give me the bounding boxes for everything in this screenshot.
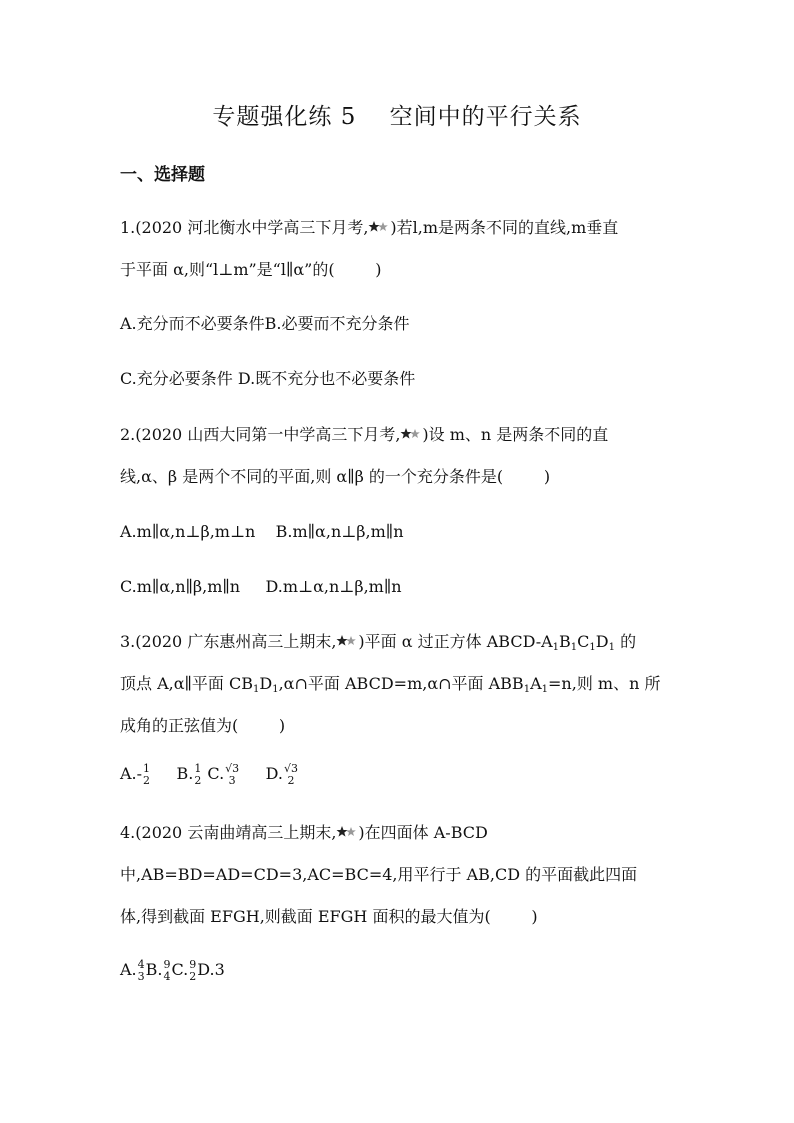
section-heading: 一、选择题 <box>120 165 205 185</box>
q3-text: 3.(2020 广东惠州高三上期末, <box>120 632 337 651</box>
q1-text: 1.(2020 河北衡水中学高三下月考, <box>120 218 369 237</box>
subscript: 1 <box>608 642 615 653</box>
page-title: 专题强化练 5 空间中的平行关系 <box>212 104 582 130</box>
fraction <box>284 763 298 787</box>
subscript: 1 <box>253 684 260 695</box>
fraction <box>138 959 145 983</box>
question-1-options-ab <box>120 312 410 336</box>
denominator: 2 <box>189 969 197 983</box>
question-1-line-2: 于平面 α,则“l⊥m”是“l∥α”的( ) <box>120 260 382 279</box>
option-b: B. <box>176 764 194 783</box>
option-a: A.- <box>120 764 143 783</box>
fraction <box>163 959 170 983</box>
difficulty-star-icon <box>368 220 390 234</box>
option-b: B.必要而不充分条件 <box>264 314 410 333</box>
q3-text: C <box>577 632 590 651</box>
question-1-options-cd <box>120 367 415 391</box>
numerator: √3 <box>283 761 298 775</box>
option-c: C. <box>171 960 189 979</box>
q3-text: =n,则 m、n 所 <box>548 674 661 693</box>
fraction <box>189 959 196 983</box>
subscript: 1 <box>570 642 578 653</box>
option-d: D. <box>265 764 283 783</box>
difficulty-star-icon <box>336 825 358 839</box>
question-2-line-2: 线,α、β 是两个不同的平面,则 α∥β 的一个充分条件是( ) <box>120 467 551 486</box>
question-1-line-1 <box>120 216 618 240</box>
fraction <box>225 763 239 787</box>
q2-text: )设 m、n 是两条不同的直 <box>422 425 609 444</box>
question-3-options <box>120 762 299 787</box>
option-b: B. <box>145 960 163 979</box>
q3-text: A <box>530 674 542 693</box>
difficulty-star-icon <box>336 634 358 648</box>
question-3-line-3: 成角的正弦值为( ) <box>120 716 286 735</box>
subscript: 1 <box>541 684 549 695</box>
q3-text: 顶点 A,α∥平面 CB <box>120 674 254 693</box>
option-d: D.既不充分也不必要条件 <box>237 369 416 388</box>
subscript: 1 <box>523 684 531 695</box>
subscript: 1 <box>272 684 279 695</box>
q3-text: ,α∩平面 ABCD=m,α∩平面 ABB <box>278 674 524 693</box>
option-c: C. <box>202 764 225 783</box>
question-4-line-3: 体,得到截面 EFGH,则截面 EFGH 面积的最大值为( ) <box>120 907 538 926</box>
question-2-options-ab: A.m∥α,n⊥β,m⊥n B.m∥α,n⊥β,m∥n <box>120 522 404 541</box>
q3-text: D <box>595 632 609 651</box>
denominator: 2 <box>143 773 151 787</box>
numerator: 1 <box>194 761 202 775</box>
numerator: 4 <box>137 957 145 971</box>
numerator: √3 <box>225 761 240 775</box>
question-2-options-cd: C.m∥α,n∥β,m∥n D.m⊥α,n⊥β,m∥n <box>120 577 402 596</box>
numerator: 1 <box>143 761 151 775</box>
fraction <box>143 763 150 787</box>
question-2-line-1 <box>120 423 608 447</box>
difficulty-star-icon <box>400 427 422 441</box>
q3-text: B <box>559 632 571 651</box>
question-4-line-2: 中,AB=BD=AD=CD=3,AC=BC=4,用平行于 AB,CD 的平面截此四面 <box>120 865 638 884</box>
q1-text: )若l,m是两条不同的直线,m垂直 <box>390 218 619 237</box>
subscript: 1 <box>552 642 560 653</box>
denominator: 4 <box>163 969 171 983</box>
question-3-line-1 <box>120 630 636 654</box>
question-4-line-1 <box>120 821 488 845</box>
denominator: 2 <box>194 773 202 787</box>
denominator: 3 <box>137 969 145 983</box>
question-4-options <box>120 958 225 983</box>
numerator: 9 <box>189 957 197 971</box>
q4-text: )在四面体 A-BCD <box>358 823 488 842</box>
q2-text: 2.(2020 山西大同第一中学高三下月考, <box>120 425 401 444</box>
q3-text: )平面 α 过正方体 ABCD-A <box>358 632 553 651</box>
numerator: 9 <box>163 957 171 971</box>
option-a: A. <box>120 960 137 979</box>
option-a: A.充分而不必要条件 <box>120 314 265 333</box>
q4-text: 4.(2020 云南曲靖高三上期末, <box>120 823 337 842</box>
denominator: 2 <box>287 773 295 787</box>
q3-text: D <box>259 674 273 693</box>
option-c: C.充分必要条件 <box>120 369 233 388</box>
option-d: D.3 <box>197 960 225 979</box>
q3-text: 的 <box>615 632 637 651</box>
denominator: 3 <box>228 773 236 787</box>
fraction <box>194 763 201 787</box>
subscript: 1 <box>589 642 596 653</box>
question-3-line-2 <box>120 672 660 696</box>
